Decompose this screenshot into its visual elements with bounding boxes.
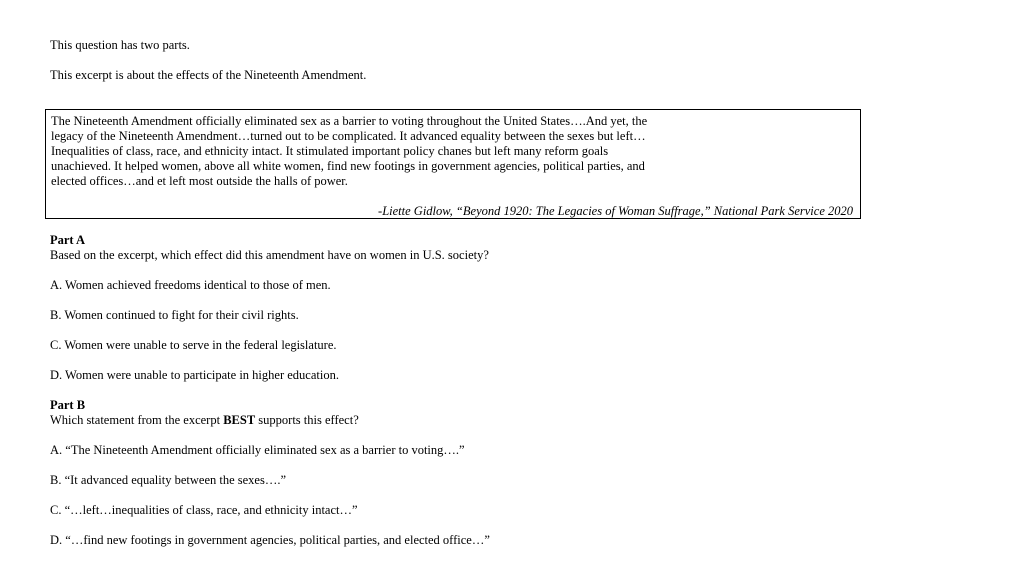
part-a-heading: Part A: [50, 233, 86, 247]
excerpt-line: The Nineteenth Amendment officially eliminated sex as a barrier to voting throughout the United States….And yet, the: [51, 114, 648, 128]
part-a-option-b[interactable]: B. Women continued to fight for their civil rights.: [50, 308, 299, 322]
excerpt-line: elected offices…and et left most outside the halls of power.: [51, 174, 348, 188]
excerpt-text: [51, 114, 751, 189]
excerpt-box: [45, 109, 861, 219]
part-b-question: Which statement from the excerpt BEST supports this effect?: [50, 413, 359, 427]
excerpt-line: legacy of the Nineteenth Amendment…turned out to be complicated. It advanced equality between the sexes but left…: [51, 129, 646, 143]
excerpt-line: unachieved. It helped women, above all white women, find new footings in government agencies, political parties, and: [51, 159, 645, 173]
part-a-option-d[interactable]: D. Women were unable to participate in higher education.: [50, 368, 339, 382]
part-b-option-b[interactable]: B. “It advanced equality between the sexes….”: [50, 473, 287, 487]
part-a-option-a[interactable]: A. Women achieved freedoms identical to those of men.: [50, 278, 331, 292]
excerpt-citation: -Liette Gidlow, “Beyond 1920: The Legacies of Woman Suffrage,” National Park Service 2020: [378, 204, 853, 218]
intro-line-2: This excerpt is about the effects of the Nineteenth Amendment.: [50, 68, 367, 82]
intro-line-1: This question has two parts.: [50, 38, 190, 52]
part-b-option-a[interactable]: A. “The Nineteenth Amendment officially eliminated sex as a barrier to voting….”: [50, 443, 465, 457]
part-a-question: Based on the excerpt, which effect did this amendment have on women in U.S. society?: [50, 248, 489, 262]
part-b-option-d[interactable]: D. “…find new footings in government agencies, political parties, and elected office…”: [50, 533, 490, 547]
part-a-option-c[interactable]: C. Women were unable to serve in the federal legislature.: [50, 338, 337, 352]
part-b-heading: Part B: [50, 398, 86, 412]
part-b-option-c[interactable]: C. “…left…inequalities of class, race, and ethnicity intact…”: [50, 503, 358, 517]
excerpt-line: Inequalities of class, race, and ethnicity intact. It stimulated important policy chanes but left many reform goals: [51, 144, 609, 158]
